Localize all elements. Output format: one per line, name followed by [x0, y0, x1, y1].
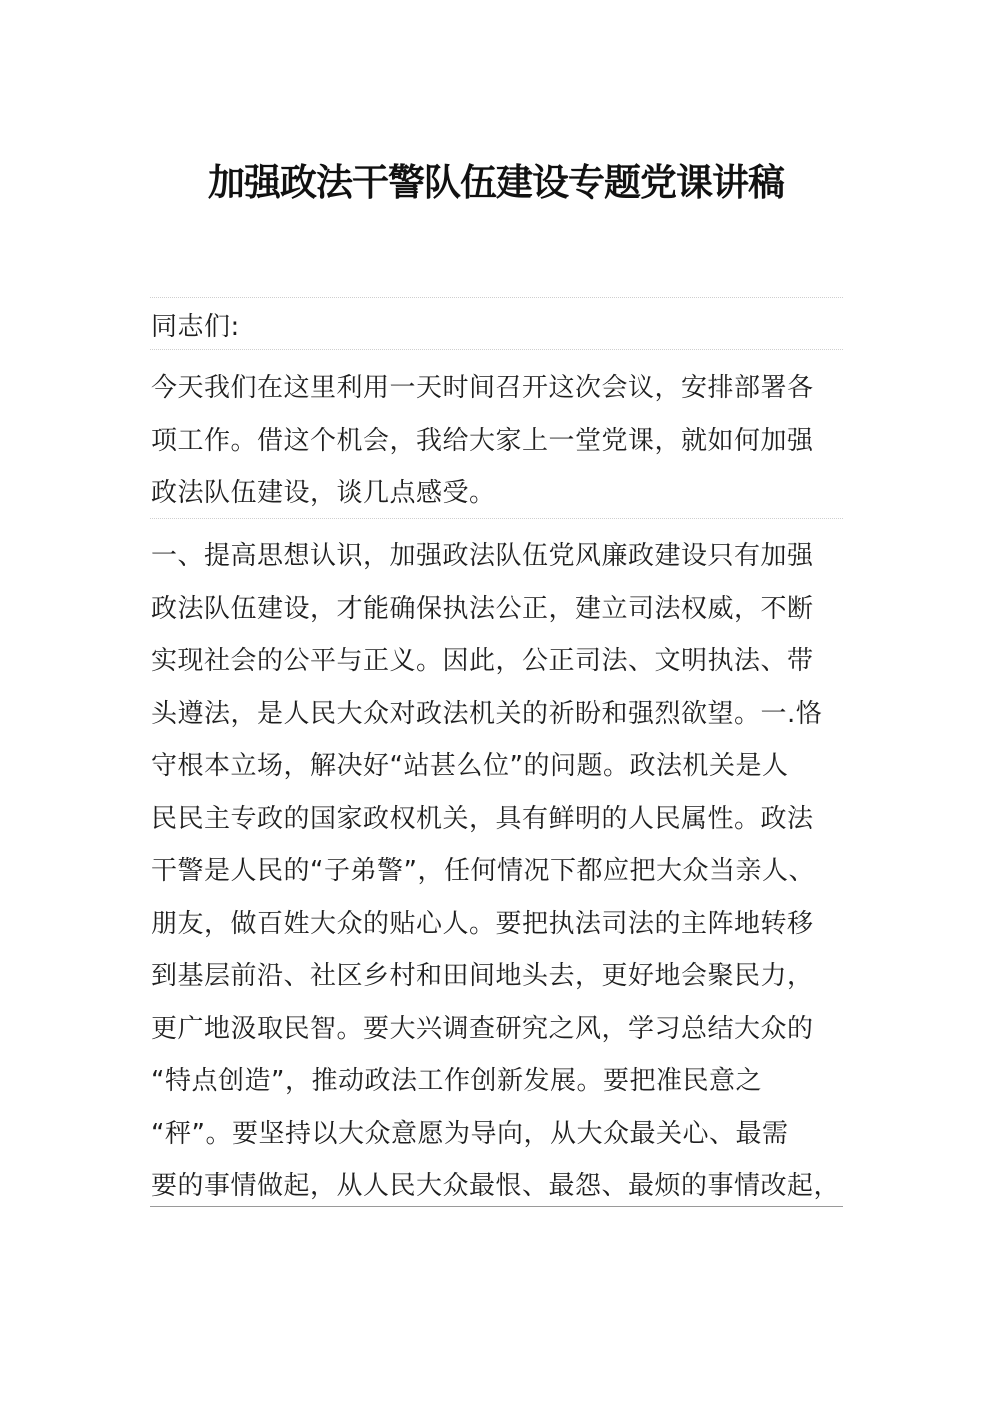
paragraph-line: 民民主专政的国家政权机关，具有鲜明的人民属性。政法 [151, 803, 814, 834]
paragraph-line: 实现社会的公平与正义。因此，公正司法、文明执法、带 [151, 646, 814, 676]
paragraph-line: 到基层前沿、社区乡村和田间地头去，更好地会聚民力， [151, 961, 814, 991]
paragraph-line: “秤”。要坚持以大众意愿为导向，从大众最关心、最需 [151, 1118, 789, 1149]
paragraph-line: 一、提高思想认识，加强政法队伍党风廉政建设只有加强 [151, 541, 814, 571]
divider-after-paragraph-1 [150, 518, 843, 519]
paragraph-line: 政法队伍建设，才能确保执法公正，建立司法权威，不断 [151, 593, 814, 624]
document-title: 加强政法干警队伍建设专题党课讲稿 [208, 160, 784, 204]
paragraph-2 [151, 530, 841, 1213]
paragraph-line: 政法队伍建设，谈几点感受。 [151, 478, 496, 508]
paragraph-line: 更广地汲取民智。要大兴调查研究之风，学习总结大众的 [151, 1013, 814, 1044]
paragraph-line: 项工作。借这个机会，我给大家上一堂党课，就如何加强 [151, 425, 814, 456]
divider-top [150, 297, 843, 298]
paragraph-line: “特点创造”，推动政法工作创新发展。要把准民意之 [151, 1066, 762, 1096]
paragraph-line: 头遵法，是人民大众对政法机关的祈盼和强烈欲望。一.恪 [151, 698, 823, 729]
divider-after-salutation [150, 349, 843, 350]
paragraph-line: 今天我们在这里利用一天时间召开这次会议，安排部署各 [151, 373, 814, 403]
salutation-text: 同志们: [151, 312, 240, 342]
paragraph-1 [151, 362, 841, 520]
divider-bottom [150, 1206, 843, 1207]
paragraph-line: 干警是人民的“子弟警”，任何情况下都应把大众当亲人、 [151, 856, 815, 886]
paragraph-line: 要的事情做起，从人民大众最恨、最怨、最烦的事情改起， [151, 1171, 841, 1201]
salutation [151, 301, 841, 354]
paragraph-line: 朋友，做百姓大众的贴心人。要把执法司法的主阵地转移 [151, 908, 814, 939]
paragraph-line: 守根本立场，解决好“站甚么位”的问题。政法机关是人 [151, 751, 789, 781]
